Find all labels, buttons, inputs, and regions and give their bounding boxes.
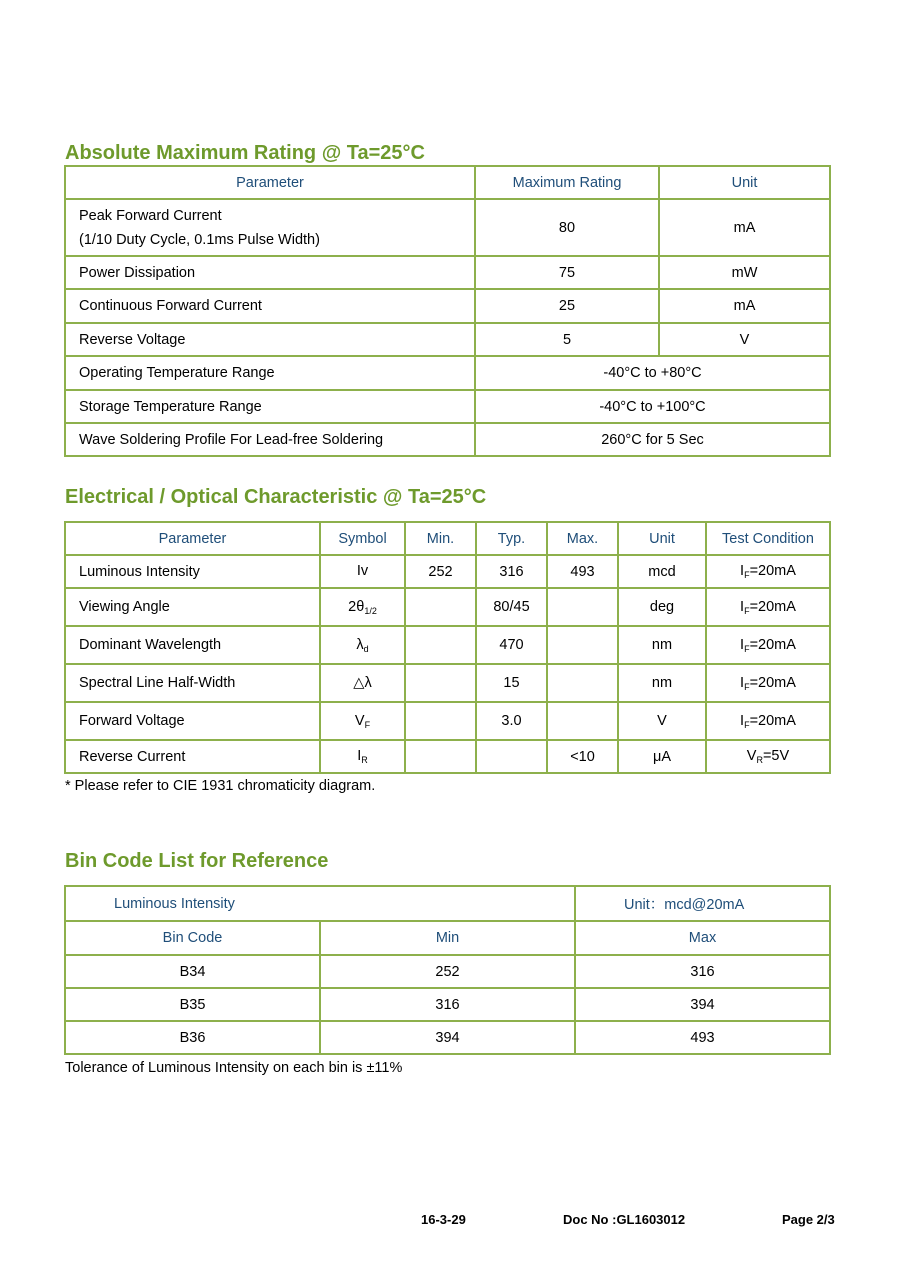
table-row <box>65 390 830 423</box>
table-row <box>65 626 830 664</box>
eoc-title: Electrical / Optical Characteristic @ Ta=25°C <box>65 486 487 508</box>
condition-text: V <box>746 748 757 764</box>
bin-header-code: Bin Code <box>65 921 320 955</box>
eoc-header-parameter: Parameter <box>65 522 320 555</box>
condition-cell <box>706 664 830 702</box>
eoc-note: * Please refer to CIE 1931 chromaticity diagram. <box>65 778 376 794</box>
eoc-header-test-condition: Test Condition <box>706 522 830 555</box>
typ-cell <box>476 740 547 773</box>
min-cell <box>405 588 476 626</box>
param-cell: Operating Temperature Range <box>65 356 475 390</box>
eoc-header-typ: Typ. <box>476 522 547 555</box>
bin-min-cell: 252 <box>320 955 575 988</box>
condition-value: =20mA <box>749 636 796 653</box>
condition-cell <box>706 588 830 626</box>
table-row <box>65 555 830 588</box>
condition-cell <box>706 626 830 664</box>
footer-page: Page 2/3 <box>782 1212 835 1227</box>
param-cell: Reverse Voltage <box>65 323 475 356</box>
condition-subscript: F <box>744 570 750 580</box>
table-row <box>65 664 830 702</box>
param-line-1: Peak Forward Current <box>79 207 222 224</box>
amr-header-max-rating: Maximum Rating <box>475 166 659 199</box>
symbol-text: 2θ <box>348 598 365 615</box>
param-cell: Continuous Forward Current <box>65 289 475 323</box>
amr-table <box>64 165 831 457</box>
symbol-cell <box>320 740 405 773</box>
condition-value: =20mA <box>749 563 796 579</box>
bin-code-cell: B34 <box>65 955 320 988</box>
amr-header-unit: Unit <box>659 166 830 199</box>
condition-text: I <box>740 563 745 579</box>
condition-value: =20mA <box>749 598 796 615</box>
min-cell <box>405 740 476 773</box>
condition-subscript: R <box>756 755 763 765</box>
param-cell: Power Dissipation <box>65 256 475 289</box>
eoc-header-symbol: Symbol <box>320 522 405 555</box>
unit-cell: mW <box>659 256 830 289</box>
typ-cell: 316 <box>476 555 547 588</box>
condition-value: =20mA <box>749 712 796 729</box>
unit-cell: nm <box>618 626 706 664</box>
max-cell <box>547 664 618 702</box>
bin-header-min: Min <box>320 921 575 955</box>
min-cell: 252 <box>405 555 476 588</box>
eoc-table <box>64 521 831 774</box>
min-cell <box>405 626 476 664</box>
amr-title: Absolute Maximum Rating @ Ta=25°C <box>65 142 425 164</box>
typ-cell: 15 <box>476 664 547 702</box>
bin-max-cell: 493 <box>575 1021 830 1054</box>
table-row <box>65 988 830 1021</box>
min-cell <box>405 664 476 702</box>
unit-cell: V <box>659 323 830 356</box>
bin-label: Luminous Intensity <box>114 895 235 912</box>
value-cell: -40°C to +80°C <box>475 356 830 390</box>
unit-cell: μA <box>618 740 706 773</box>
value-cell: 5 <box>475 323 659 356</box>
condition-cell <box>706 702 830 740</box>
value-cell: 80 <box>475 199 659 256</box>
typ-cell: 80/45 <box>476 588 547 626</box>
symbol-cell <box>320 702 405 740</box>
symbol-text: I <box>357 748 362 764</box>
symbol-cell <box>320 588 405 626</box>
table-row <box>65 199 830 256</box>
bin-code-cell: B35 <box>65 988 320 1021</box>
table-row <box>65 588 830 626</box>
value-cell: 25 <box>475 289 659 323</box>
bin-max-cell: 394 <box>575 988 830 1021</box>
symbol-subscript: F <box>364 719 371 730</box>
min-cell <box>405 702 476 740</box>
condition-subscript: F <box>744 605 750 616</box>
max-cell <box>547 626 618 664</box>
bin-code-cell: B36 <box>65 1021 320 1054</box>
max-cell <box>547 588 618 626</box>
param-cell: Dominant Wavelength <box>65 626 320 664</box>
unit-cell: mA <box>659 289 830 323</box>
unit-cell: mcd <box>618 555 706 588</box>
typ-cell: 470 <box>476 626 547 664</box>
symbol-cell <box>320 555 405 588</box>
table-row <box>65 955 830 988</box>
unit-cell: V <box>618 702 706 740</box>
condition-value: =5V <box>762 748 790 764</box>
symbol-subscript: R <box>361 755 368 765</box>
param-cell: Viewing Angle <box>65 588 320 626</box>
max-cell: 493 <box>547 555 618 588</box>
symbol-subscript: d <box>363 643 369 654</box>
max-cell <box>547 702 618 740</box>
bin-unit: Unit：mcd@20mA <box>624 897 745 913</box>
condition-subscript: F <box>744 719 750 730</box>
footer-doc-no: Doc No :GL1603012 <box>563 1212 686 1227</box>
condition-text: I <box>740 712 745 729</box>
symbol-text: λ <box>356 636 364 653</box>
table-row <box>65 702 830 740</box>
bin-note: Tolerance of Luminous Intensity on each bin is ±11% <box>65 1060 403 1076</box>
max-cell: <10 <box>547 740 618 773</box>
condition-cell <box>706 555 830 588</box>
value-cell: 260°C for 5 Sec <box>475 423 830 456</box>
unit-cell: deg <box>618 588 706 626</box>
param-cell: Storage Temperature Range <box>65 390 475 423</box>
table-row <box>65 289 830 323</box>
condition-text: I <box>740 636 745 653</box>
table-row <box>65 423 830 456</box>
unit-cell: mA <box>659 199 830 256</box>
bin-table <box>64 885 831 1055</box>
eoc-header-min: Min. <box>405 522 476 555</box>
table-row <box>65 256 830 289</box>
param-line-2: (1/10 Duty Cycle, 0.1ms Pulse Width) <box>79 231 320 248</box>
value-cell: 75 <box>475 256 659 289</box>
table-row <box>65 323 830 356</box>
symbol-cell <box>320 664 405 702</box>
param-cell <box>65 199 475 256</box>
param-cell: Reverse Current <box>65 740 320 773</box>
param-cell: Wave Soldering Profile For Lead-free Soldering <box>65 423 475 456</box>
table-row <box>65 740 830 773</box>
symbol-text: Iv <box>356 563 369 579</box>
value-cell: -40°C to +100°C <box>475 390 830 423</box>
condition-value: =20mA <box>749 674 796 691</box>
bin-min-cell: 316 <box>320 988 575 1021</box>
table-row <box>65 1021 830 1054</box>
amr-header-parameter: Parameter <box>65 166 475 199</box>
condition-subscript: F <box>744 643 750 654</box>
condition-text: I <box>740 674 745 691</box>
symbol-text: V <box>354 712 365 729</box>
typ-cell: 3.0 <box>476 702 547 740</box>
bin-label-cell <box>65 886 575 921</box>
param-cell: Luminous Intensity <box>65 555 320 588</box>
symbol-subscript: 1/2 <box>364 605 377 616</box>
eoc-header-max: Max. <box>547 522 618 555</box>
bin-title: Bin Code List for Reference <box>65 850 329 872</box>
param-cell: Forward Voltage <box>65 702 320 740</box>
bin-header-max: Max <box>575 921 830 955</box>
bin-unit-cell <box>575 886 830 921</box>
condition-subscript: F <box>744 681 750 692</box>
symbol-cell <box>320 626 405 664</box>
condition-cell <box>706 740 830 773</box>
symbol-text: △λ <box>353 674 372 691</box>
footer-date: 16-3-29 <box>421 1212 466 1227</box>
bin-max-cell: 316 <box>575 955 830 988</box>
param-cell: Spectral Line Half-Width <box>65 664 320 702</box>
unit-cell: nm <box>618 664 706 702</box>
eoc-header-unit: Unit <box>618 522 706 555</box>
condition-text: I <box>740 598 745 615</box>
bin-min-cell: 394 <box>320 1021 575 1054</box>
table-row <box>65 356 830 390</box>
